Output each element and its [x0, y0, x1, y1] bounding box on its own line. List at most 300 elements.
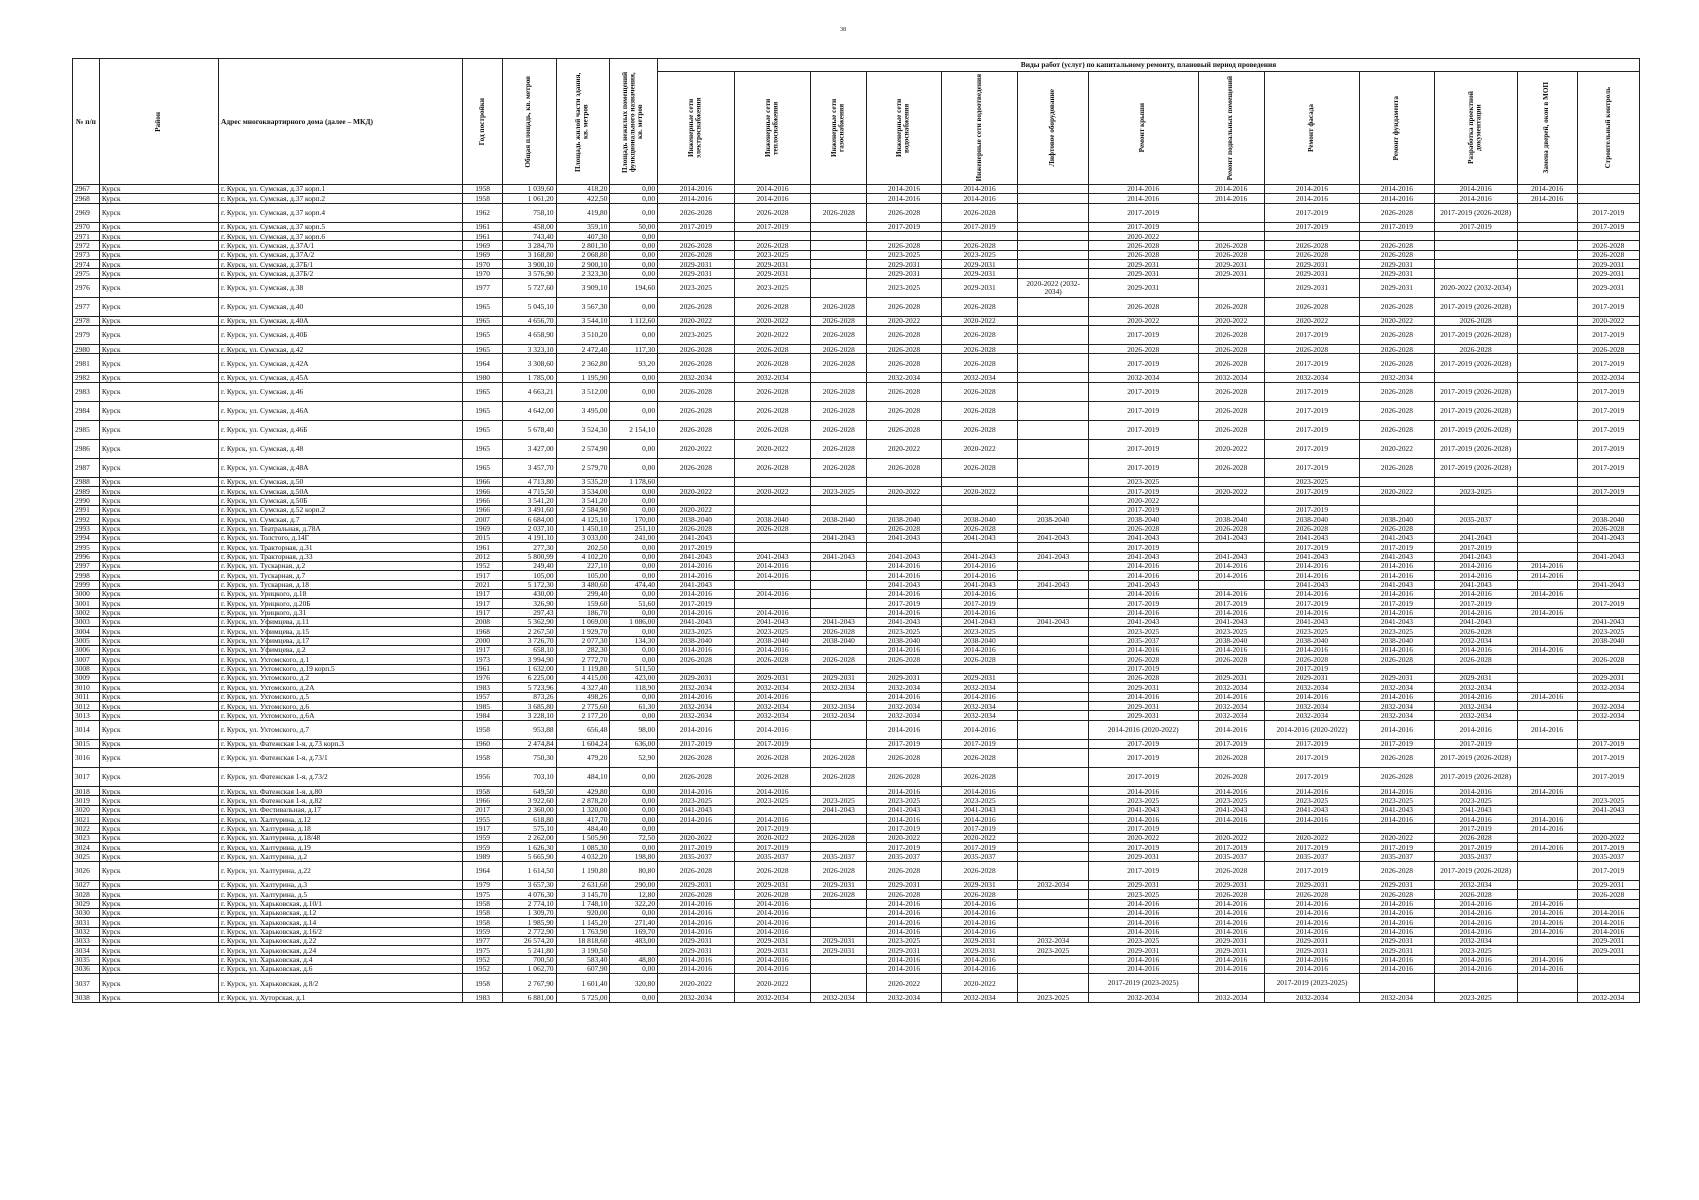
cell-row-number: 3007 — [73, 655, 100, 664]
cell-gas: 2026-2028 — [811, 297, 867, 316]
cell-design-docs — [1434, 477, 1517, 486]
cell-row-number: 3004 — [73, 627, 100, 636]
cell-construction-control: 2032-2034 — [1577, 683, 1639, 692]
cell-roof: 2041-2043 — [1088, 805, 1198, 814]
cell-nonres-area: 134,30 — [610, 636, 658, 645]
table-row — [73, 401, 1640, 420]
cell-roof: 2014-2016 — [1088, 194, 1198, 203]
cell-elevator — [1018, 382, 1088, 401]
cell-foundation: 2038-2040 — [1360, 515, 1435, 524]
cell-sewerage: 2014-2016 — [941, 899, 1018, 908]
cell-year: 1958 — [463, 918, 502, 927]
cell-nonres-area: 1 178,60 — [610, 477, 658, 486]
capital-repair-table — [72, 58, 1640, 1003]
cell-foundation: 2041-2043 — [1360, 617, 1435, 626]
cell-design-docs: 2017-2019 (2026-2028) — [1434, 382, 1517, 401]
cell-gas — [811, 927, 867, 936]
cell-construction-control: 2017-2019 — [1577, 749, 1639, 768]
cell-gas: 2032-2034 — [811, 702, 867, 711]
cell-year: 1961 — [463, 664, 502, 673]
cell-row-number: 2990 — [73, 496, 100, 505]
cell-sewerage: 2026-2028 — [941, 401, 1018, 420]
cell-total-area: 3 308,60 — [502, 354, 556, 373]
cell-gas: 2029-2031 — [811, 936, 867, 945]
cell-design-docs: 2017-2019 (2026-2028) — [1434, 326, 1517, 345]
cell-year: 1984 — [463, 711, 502, 720]
cell-total-area: 649,50 — [502, 787, 556, 796]
cell-heating: 2020-2022 — [734, 439, 811, 458]
cell-total-area: 4 715,50 — [502, 487, 556, 496]
cell-living-area: 1 190,80 — [556, 861, 610, 880]
cell-gas: 2032-2034 — [811, 993, 867, 1002]
cell-design-docs: 2014-2016 — [1434, 899, 1517, 908]
cell-living-area: 3 190,50 — [556, 946, 610, 955]
cell-roof: 2020-2022 — [1088, 833, 1198, 842]
cell-gas — [811, 692, 867, 701]
cell-doors-windows — [1517, 382, 1577, 401]
cell-electricity: 2041-2043 — [658, 580, 735, 589]
cell-elevator — [1018, 815, 1088, 824]
cell-heating: 2041-2043 — [734, 552, 811, 561]
cell-basement: 2032-2034 — [1198, 702, 1264, 711]
cell-water-supply: 2020-2022 — [867, 316, 942, 325]
cell-heating: 2014-2016 — [734, 955, 811, 964]
header-work-2: Инженерные сети газоснабжения — [811, 72, 867, 185]
cell-design-docs: 2017-2019 — [1434, 599, 1517, 608]
cell-row-number: 2982 — [73, 373, 100, 382]
cell-facade: 2026-2028 — [1264, 250, 1359, 259]
cell-basement: 2014-2016 — [1198, 589, 1264, 598]
cell-nonres-area: 0,00 — [610, 185, 658, 194]
cell-heating: 2014-2016 — [734, 194, 811, 203]
cell-electricity: 2017-2019 — [658, 843, 735, 852]
cell-gas — [811, 278, 867, 297]
cell-foundation: 2026-2028 — [1360, 250, 1435, 259]
header-work-1: Инженерные сети теплоснабжения — [734, 72, 811, 185]
cell-living-area: 4 415,00 — [556, 674, 610, 683]
cell-gas — [811, 964, 867, 973]
cell-basement: 2014-2016 — [1198, 561, 1264, 570]
cell-sewerage: 2041-2043 — [941, 533, 1018, 542]
cell-row-number: 3013 — [73, 711, 100, 720]
table-row — [73, 627, 1640, 636]
cell-foundation: 2029-2031 — [1360, 278, 1435, 297]
cell-total-area: 2 267,50 — [502, 627, 556, 636]
cell-address: г. Курск, ул. Сумская, д.40Б — [219, 326, 463, 345]
cell-address: г. Курск, ул. Фатежская 1-я, д.80 — [219, 787, 463, 796]
cell-foundation: 2017-2019 — [1360, 739, 1435, 748]
cell-nonres-area: 0,00 — [610, 843, 658, 852]
cell-sewerage: 2014-2016 — [941, 194, 1018, 203]
cell-year: 1969 — [463, 524, 502, 533]
cell-district: Курск — [99, 269, 218, 278]
cell-doors-windows: 2014-2016 — [1517, 787, 1577, 796]
cell-design-docs: 2014-2016 — [1434, 927, 1517, 936]
cell-living-area: 422,50 — [556, 194, 610, 203]
cell-roof: 2041-2043 — [1088, 533, 1198, 542]
cell-row-number: 3035 — [73, 955, 100, 964]
cell-year: 1965 — [463, 382, 502, 401]
cell-electricity: 2026-2028 — [658, 655, 735, 664]
cell-roof: 2014-2016 — [1088, 692, 1198, 701]
cell-address: г. Курск, ул. Харьковская, д.22 — [219, 936, 463, 945]
table-row — [73, 543, 1640, 552]
table-row — [73, 515, 1640, 524]
cell-water-supply: 2026-2028 — [867, 345, 942, 354]
cell-roof: 2014-2016 — [1088, 927, 1198, 936]
cell-address: г. Курск, ул. Урицкого, д.20Б — [219, 599, 463, 608]
cell-year: 1962 — [463, 203, 502, 222]
cell-electricity: 2020-2022 — [658, 505, 735, 514]
cell-basement — [1198, 278, 1264, 297]
cell-living-area: 159,60 — [556, 599, 610, 608]
cell-facade — [1264, 496, 1359, 505]
cell-heating: 2026-2028 — [734, 749, 811, 768]
cell-address: г. Курск, ул. Харьковская, д.16/2 — [219, 927, 463, 936]
cell-living-area: 4 102,20 — [556, 552, 610, 561]
cell-facade: 2017-2019 — [1264, 599, 1359, 608]
cell-total-area: 700,50 — [502, 955, 556, 964]
cell-sewerage: 2023-2025 — [941, 796, 1018, 805]
cell-total-area: 249,40 — [502, 561, 556, 570]
cell-foundation: 2014-2016 — [1360, 692, 1435, 701]
cell-row-number: 3017 — [73, 768, 100, 787]
cell-gas — [811, 269, 867, 278]
cell-nonres-area: 0,00 — [610, 401, 658, 420]
table-row — [73, 373, 1640, 382]
cell-elevator — [1018, 297, 1088, 316]
cell-facade: 2014-2016 — [1264, 692, 1359, 701]
cell-nonres-area: 0,00 — [610, 458, 658, 477]
cell-design-docs: 2017-2019 (2026-2028) — [1434, 439, 1517, 458]
cell-construction-control — [1577, 589, 1639, 598]
cell-design-docs — [1434, 269, 1517, 278]
cell-water-supply: 2026-2028 — [867, 749, 942, 768]
cell-doors-windows — [1517, 833, 1577, 842]
cell-electricity: 2014-2016 — [658, 589, 735, 598]
header-living-area: Площадь жилой части здания, кв. метров — [556, 59, 610, 185]
table-row — [73, 241, 1640, 250]
cell-district: Курск — [99, 439, 218, 458]
cell-living-area: 2 077,30 — [556, 636, 610, 645]
cell-design-docs: 2017-2019 (2026-2028) — [1434, 203, 1517, 222]
cell-electricity: 2023-2025 — [658, 796, 735, 805]
cell-nonres-area: 117,30 — [610, 345, 658, 354]
cell-nonres-area: 0,00 — [610, 796, 658, 805]
cell-elevator — [1018, 439, 1088, 458]
cell-gas: 2035-2037 — [811, 852, 867, 861]
cell-construction-control — [1577, 692, 1639, 701]
cell-district: Курск — [99, 589, 218, 598]
cell-heating — [734, 599, 811, 608]
cell-row-number: 2987 — [73, 458, 100, 477]
cell-sewerage: 2041-2043 — [941, 552, 1018, 561]
cell-total-area: 4 713,80 — [502, 477, 556, 486]
cell-district: Курск — [99, 918, 218, 927]
cell-basement: 2041-2043 — [1198, 533, 1264, 542]
cell-basement: 2014-2016 — [1198, 571, 1264, 580]
cell-doors-windows — [1517, 749, 1577, 768]
cell-elevator — [1018, 918, 1088, 927]
cell-roof: 2014-2016 — [1088, 787, 1198, 796]
cell-doors-windows — [1517, 241, 1577, 250]
cell-sewerage: 2014-2016 — [941, 645, 1018, 654]
cell-roof: 2017-2019 — [1088, 420, 1198, 439]
cell-heating: 2038-2040 — [734, 515, 811, 524]
cell-water-supply — [867, 496, 942, 505]
cell-electricity: 2017-2019 — [658, 543, 735, 552]
cell-facade: 2014-2016 — [1264, 561, 1359, 570]
cell-sewerage: 2014-2016 — [941, 561, 1018, 570]
table-row — [73, 185, 1640, 194]
cell-doors-windows — [1517, 524, 1577, 533]
cell-district: Курск — [99, 617, 218, 626]
cell-heating: 2026-2028 — [734, 354, 811, 373]
cell-electricity: 2029-2031 — [658, 260, 735, 269]
cell-heating: 2014-2016 — [734, 561, 811, 570]
cell-district: Курск — [99, 787, 218, 796]
cell-row-number: 3027 — [73, 880, 100, 889]
cell-district: Курск — [99, 533, 218, 542]
cell-facade: 2014-2016 — [1264, 815, 1359, 824]
cell-sewerage — [941, 232, 1018, 241]
cell-sewerage: 2014-2016 — [941, 720, 1018, 739]
cell-year: 1952 — [463, 561, 502, 570]
cell-heating — [734, 232, 811, 241]
cell-construction-control: 2032-2034 — [1577, 711, 1639, 720]
cell-foundation: 2032-2034 — [1360, 683, 1435, 692]
cell-facade: 2032-2034 — [1264, 711, 1359, 720]
cell-total-area: 430,00 — [502, 589, 556, 598]
table-row — [73, 194, 1640, 203]
cell-roof: 2017-2019 — [1088, 664, 1198, 673]
cell-facade: 2032-2034 — [1264, 702, 1359, 711]
cell-roof: 2017-2019 (2023-2025) — [1088, 974, 1198, 993]
cell-water-supply — [867, 232, 942, 241]
cell-water-supply: 2026-2028 — [867, 382, 942, 401]
cell-heating: 2020-2022 — [734, 316, 811, 325]
cell-gas: 2026-2028 — [811, 326, 867, 345]
cell-row-number: 2976 — [73, 278, 100, 297]
table-row — [73, 683, 1640, 692]
cell-total-area: 5 045,10 — [502, 297, 556, 316]
cell-row-number: 3037 — [73, 974, 100, 993]
cell-district: Курск — [99, 599, 218, 608]
header-nonres-area: Площадь нежилых помещений функционального назначения, кв. метров — [610, 59, 658, 185]
cell-design-docs: 2026-2028 — [1434, 890, 1517, 899]
cell-gas: 2023-2025 — [811, 487, 867, 496]
table-row — [73, 768, 1640, 787]
cell-total-area: 105,00 — [502, 571, 556, 580]
cell-year: 2021 — [463, 580, 502, 589]
cell-nonres-area: 1 086,00 — [610, 617, 658, 626]
cell-living-area: 3 033,00 — [556, 533, 610, 542]
cell-electricity: 2014-2016 — [658, 194, 735, 203]
table-row — [73, 203, 1640, 222]
cell-heating: 2026-2028 — [734, 768, 811, 787]
cell-electricity: 2029-2031 — [658, 674, 735, 683]
cell-sewerage: 2017-2019 — [941, 222, 1018, 231]
cell-facade: 2017-2019 — [1264, 861, 1359, 880]
cell-address: г. Курск, ул. Харьковская, д.6 — [219, 964, 463, 973]
cell-facade: 2038-2040 — [1264, 515, 1359, 524]
cell-year: 1956 — [463, 768, 502, 787]
cell-gas — [811, 664, 867, 673]
cell-roof: 2017-2019 — [1088, 824, 1198, 833]
cell-facade: 2017-2019 — [1264, 505, 1359, 514]
cell-doors-windows — [1517, 326, 1577, 345]
cell-electricity: 2014-2016 — [658, 185, 735, 194]
cell-sewerage: 2014-2016 — [941, 185, 1018, 194]
cell-total-area: 3 491,60 — [502, 505, 556, 514]
cell-living-area: 2 177,20 — [556, 711, 610, 720]
cell-heating: 2026-2028 — [734, 524, 811, 533]
cell-district: Курск — [99, 833, 218, 842]
cell-gas — [811, 815, 867, 824]
cell-basement: 2014-2016 — [1198, 185, 1264, 194]
cell-district: Курск — [99, 543, 218, 552]
cell-year: 1959 — [463, 927, 502, 936]
cell-living-area: 3 510,20 — [556, 326, 610, 345]
cell-living-area: 1 505,90 — [556, 833, 610, 842]
cell-address: г. Курск, ул. Ухтомского, д.6 — [219, 702, 463, 711]
cell-heating — [734, 477, 811, 486]
cell-district: Курск — [99, 936, 218, 945]
cell-living-area: 1 119,80 — [556, 664, 610, 673]
cell-address: г. Курск, ул. Сумская, д.37 корп.6 — [219, 232, 463, 241]
cell-year: 1966 — [463, 796, 502, 805]
cell-year: 1977 — [463, 278, 502, 297]
cell-water-supply: 2014-2016 — [867, 589, 942, 598]
cell-electricity: 2020-2022 — [658, 487, 735, 496]
table-row — [73, 655, 1640, 664]
cell-basement: 2014-2016 — [1198, 787, 1264, 796]
cell-electricity: 2026-2028 — [658, 297, 735, 316]
cell-living-area: 1 748,10 — [556, 899, 610, 908]
cell-heating: 2014-2016 — [734, 571, 811, 580]
cell-facade: 2041-2043 — [1264, 533, 1359, 542]
cell-electricity: 2041-2043 — [658, 552, 735, 561]
cell-sewerage: 2032-2034 — [941, 373, 1018, 382]
table-row — [73, 345, 1640, 354]
cell-year: 1983 — [463, 993, 502, 1002]
cell-elevator — [1018, 720, 1088, 739]
cell-total-area: 743,40 — [502, 232, 556, 241]
cell-foundation: 2032-2034 — [1360, 702, 1435, 711]
cell-facade: 2017-2019 — [1264, 420, 1359, 439]
cell-roof: 2041-2043 — [1088, 580, 1198, 589]
cell-nonres-area: 320,80 — [610, 974, 658, 993]
cell-construction-control: 2032-2034 — [1577, 993, 1639, 1002]
cell-gas: 2026-2028 — [811, 655, 867, 664]
cell-roof: 2014-2016 — [1088, 815, 1198, 824]
cell-roof: 2017-2019 — [1088, 487, 1198, 496]
page-number: 38 — [840, 27, 846, 33]
cell-heating: 2026-2028 — [734, 401, 811, 420]
cell-gas — [811, 241, 867, 250]
header-work-7: Ремонт подвальных помещений — [1198, 72, 1264, 185]
cell-address: г. Курск, ул. Ухтомского, д.6А — [219, 711, 463, 720]
table-row — [73, 524, 1640, 533]
cell-heating: 2026-2028 — [734, 861, 811, 880]
cell-gas — [811, 720, 867, 739]
cell-nonres-area: 93,20 — [610, 354, 658, 373]
cell-construction-control: 2017-2019 — [1577, 326, 1639, 345]
cell-district: Курск — [99, 674, 218, 683]
table-row — [73, 861, 1640, 880]
cell-electricity: 2023-2025 — [658, 627, 735, 636]
cell-district: Курск — [99, 993, 218, 1002]
cell-sewerage: 2041-2043 — [941, 580, 1018, 589]
cell-year: 1965 — [463, 439, 502, 458]
cell-sewerage: 2032-2034 — [941, 711, 1018, 720]
cell-gas — [811, 185, 867, 194]
cell-district: Курск — [99, 796, 218, 805]
table-row — [73, 297, 1640, 316]
cell-sewerage: 2023-2025 — [941, 627, 1018, 636]
cell-living-area: 2 362,80 — [556, 354, 610, 373]
cell-total-area: 3 726,70 — [502, 636, 556, 645]
header-works-title: Виды работ (услуг) по капитальному ремонту, плановый период проведения — [658, 59, 1640, 72]
cell-row-number: 2970 — [73, 222, 100, 231]
cell-year: 1975 — [463, 946, 502, 955]
cell-year: 2007 — [463, 515, 502, 524]
cell-living-area: 2 772,70 — [556, 655, 610, 664]
cell-gas: 2026-2028 — [811, 316, 867, 325]
cell-doors-windows — [1517, 232, 1577, 241]
cell-nonres-area: 52,90 — [610, 749, 658, 768]
cell-construction-control — [1577, 664, 1639, 673]
cell-foundation: 2026-2028 — [1360, 382, 1435, 401]
cell-doors-windows — [1517, 316, 1577, 325]
cell-facade: 2014-2016 — [1264, 964, 1359, 973]
cell-elevator — [1018, 222, 1088, 231]
cell-living-area: 583,40 — [556, 955, 610, 964]
cell-address: г. Курск, ул. Сумская, д.50Б — [219, 496, 463, 505]
cell-row-number: 3036 — [73, 964, 100, 973]
cell-facade: 2026-2028 — [1264, 655, 1359, 664]
cell-row-number: 3034 — [73, 946, 100, 955]
cell-heating: 2032-2034 — [734, 702, 811, 711]
cell-design-docs: 2029-2031 — [1434, 674, 1517, 683]
cell-foundation: 2038-2040 — [1360, 636, 1435, 645]
cell-doors-windows: 2014-2016 — [1517, 955, 1577, 964]
cell-gas — [811, 194, 867, 203]
cell-address: г. Курск, ул. Сумская, д.37Б/1 — [219, 260, 463, 269]
cell-district: Курск — [99, 458, 218, 477]
cell-electricity: 2026-2028 — [658, 768, 735, 787]
cell-sewerage: 2014-2016 — [941, 692, 1018, 701]
cell-roof: 2029-2031 — [1088, 683, 1198, 692]
cell-water-supply: 2023-2025 — [867, 627, 942, 636]
cell-doors-windows: 2014-2016 — [1517, 843, 1577, 852]
cell-foundation — [1360, 496, 1435, 505]
cell-electricity: 2014-2016 — [658, 918, 735, 927]
cell-electricity — [658, 232, 735, 241]
cell-basement: 2032-2034 — [1198, 373, 1264, 382]
cell-total-area: 5 172,30 — [502, 580, 556, 589]
cell-living-area: 5 725,00 — [556, 993, 610, 1002]
cell-water-supply: 2029-2031 — [867, 946, 942, 955]
cell-roof: 2014-2016 — [1088, 561, 1198, 570]
cell-water-supply: 2014-2016 — [867, 571, 942, 580]
cell-district: Курск — [99, 964, 218, 973]
table-row — [73, 636, 1640, 645]
cell-heating: 2014-2016 — [734, 927, 811, 936]
cell-heating: 2017-2019 — [734, 824, 811, 833]
cell-basement: 2014-2016 — [1198, 815, 1264, 824]
cell-foundation: 2014-2016 — [1360, 787, 1435, 796]
